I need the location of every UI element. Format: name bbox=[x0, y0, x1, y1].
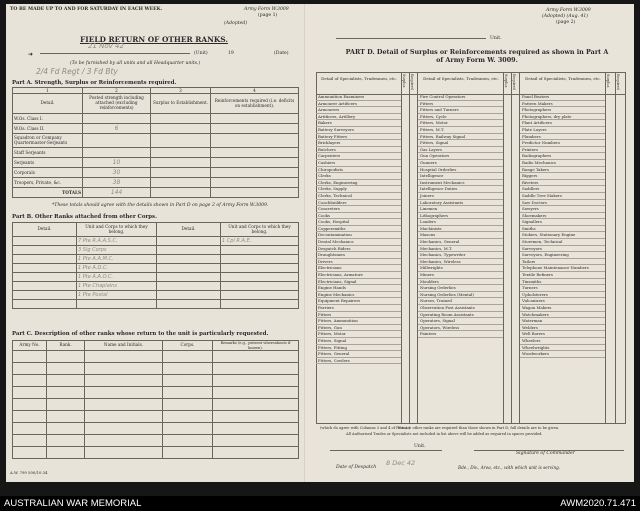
strength-value: 10 bbox=[83, 158, 151, 168]
trade-row: Operating Room Assistants bbox=[418, 312, 503, 319]
trade-row: Electricians, Signal bbox=[316, 279, 401, 286]
trade-row: Decontamination bbox=[316, 232, 401, 239]
trade-row: Saw Doctors bbox=[520, 200, 605, 207]
trade-row: Signallers bbox=[520, 219, 605, 226]
col-header-posted-strength: Posted strength including attached (excluding reinforcements) bbox=[83, 94, 151, 114]
col-header-detail: Detail of Specialists, Tradesmen, etc. bbox=[525, 76, 601, 81]
trade-row: Despatch Riders bbox=[316, 246, 401, 253]
trade-row: Millwrights bbox=[418, 265, 503, 272]
trade-row: Dental Mechanics bbox=[316, 239, 401, 246]
trade-row: Upholsterers bbox=[520, 292, 605, 299]
col-num: 2 bbox=[83, 88, 151, 94]
trade-row: Instrument Mechanics bbox=[418, 180, 503, 187]
form-page-1 bbox=[6, 4, 306, 482]
column-rule bbox=[511, 72, 512, 424]
trade-row: Loaders bbox=[418, 219, 503, 226]
trade-list-3 bbox=[520, 94, 605, 358]
trade-row: Plant Artificers bbox=[520, 120, 605, 127]
trade-row: Battery Fitters bbox=[316, 134, 401, 141]
trade-row: Armourer Artificers bbox=[316, 101, 401, 108]
trade-row: Fitters and Turners bbox=[418, 107, 503, 114]
trade-row: Electricians, Armature bbox=[316, 272, 401, 279]
trade-row: Fitters, Cowlers bbox=[316, 358, 401, 365]
trade-row: Turners bbox=[520, 285, 605, 292]
col-header-name: Name and Initials. bbox=[85, 341, 163, 351]
archive-catalogue-number: AWM2020.71.471 bbox=[560, 498, 636, 509]
form-reference: Army Form W.3009 bbox=[546, 8, 591, 13]
attached-entry: 1 Pte Postal bbox=[77, 291, 157, 300]
trade-row: Drivers bbox=[316, 259, 401, 266]
strength-total: 144 bbox=[83, 188, 151, 198]
trade-row: Nursing Orderlies (Mental) bbox=[418, 292, 503, 299]
column-rule bbox=[409, 72, 410, 424]
trade-row: Vulcanizers bbox=[520, 298, 605, 305]
strength-value: 6 bbox=[83, 124, 151, 134]
part-a-title: Part A. Strength, Surplus or Reinforcements required. bbox=[12, 80, 177, 86]
unit-line bbox=[336, 38, 486, 39]
trade-row: Mechanics, Wireless bbox=[418, 259, 503, 266]
trade-list-2 bbox=[418, 94, 503, 338]
col-header-required: Required bbox=[616, 74, 620, 90]
col-header-unit-corps: Unit and Corps to which they belong. bbox=[77, 223, 157, 237]
attached-entry: 7 Pte R.A.A.S.C. bbox=[77, 237, 157, 246]
trade-row: Clerks, Supply bbox=[316, 186, 401, 193]
trade-row: Photographers, dry plate bbox=[520, 114, 605, 121]
trade-row: Joiners bbox=[418, 193, 503, 200]
trade-row: Machinists bbox=[418, 226, 503, 233]
commander-label: Signature of Commander bbox=[516, 451, 575, 456]
column-rule bbox=[605, 72, 606, 424]
column-rule bbox=[503, 72, 504, 424]
trade-row: Gun Operators bbox=[418, 153, 503, 160]
trade-row: Fitters, Railway Signal bbox=[418, 134, 503, 141]
trade-row: Coppersmiths bbox=[316, 226, 401, 233]
trade-row: Riggers bbox=[520, 173, 605, 180]
trade-row: Painters bbox=[418, 331, 503, 338]
trade-row: Intelligence bbox=[418, 173, 503, 180]
instruction-text: (To be furnished by all units and all Headquarter units.) bbox=[70, 61, 201, 66]
trade-row: Tinsmiths bbox=[520, 279, 605, 286]
row-label: W.Os. Class II. bbox=[13, 124, 83, 134]
trade-row: Lithographers bbox=[418, 213, 503, 220]
trade-row: Wheelers bbox=[520, 338, 605, 345]
trade-row: Concreters bbox=[316, 206, 401, 213]
row-label: Serjeants bbox=[13, 158, 83, 168]
trade-row: Miners bbox=[418, 272, 503, 279]
despatch-date-label: Date of Despatch bbox=[336, 465, 377, 470]
row-label: Squadron or Company Quartermaster-Serjeants bbox=[13, 134, 83, 148]
bottom-note-3: All Authorised Trades or Specialists not included in list above will be added as required in spaces provided. bbox=[346, 432, 543, 436]
trade-row: Fitters, Ammunition bbox=[316, 318, 401, 325]
trade-row: Fitters bbox=[418, 101, 503, 108]
column-rule bbox=[401, 72, 402, 424]
col-header-reinforcements: Reinforcements required (i.e. deficits on establishment). bbox=[211, 94, 299, 114]
trade-row: Fitters bbox=[316, 312, 401, 319]
trade-row: Smiths bbox=[520, 226, 605, 233]
trade-row: Laboratory Assistants bbox=[418, 200, 503, 207]
trade-row: Fitters, Signal bbox=[316, 338, 401, 345]
strength-value: 38 bbox=[83, 178, 151, 188]
trade-row: Cooks, Hospital bbox=[316, 219, 401, 226]
trade-row: Storemen, Technical bbox=[520, 239, 605, 246]
trade-row: Plumbers bbox=[520, 134, 605, 141]
col-header-detail: Detail. bbox=[157, 223, 221, 237]
part-a-note: *These totals should agree with the details shown in Part D on page 2 of Army Form W.3009. bbox=[52, 203, 269, 208]
trade-row: Armourers bbox=[316, 107, 401, 114]
trade-row: Coachbuilders bbox=[316, 200, 401, 207]
trade-row: Linemen bbox=[418, 206, 503, 213]
col-header-surplus: Surplus bbox=[606, 74, 610, 88]
col-num: 1 bbox=[13, 88, 83, 94]
col-header-unit-corps: Unit and Corps to which they belong. bbox=[221, 223, 299, 237]
trade-row: Waterman bbox=[520, 318, 605, 325]
trade-row: Woodworkers bbox=[520, 351, 605, 358]
trade-row: Fitters, Gun bbox=[316, 325, 401, 332]
totals-label: TOTALS bbox=[13, 188, 83, 198]
trade-row: Tailors bbox=[520, 259, 605, 266]
col-header-required: Required bbox=[512, 74, 516, 90]
trade-row: Battery Surveyors bbox=[316, 127, 401, 134]
trade-row: Textile Refiners bbox=[520, 272, 605, 279]
handwritten-date: 21 Nov 42 bbox=[88, 42, 124, 50]
row-label: Corporals bbox=[13, 168, 83, 178]
attached-entry: 1 Cpl R.A.E. bbox=[221, 237, 299, 246]
col-header-detail: Detail of Specialists, Tradesmen, etc. bbox=[423, 76, 499, 81]
unit-line bbox=[40, 53, 190, 54]
trade-row: Sawyers bbox=[520, 206, 605, 213]
trade-row: Intelligence Duties bbox=[418, 186, 503, 193]
trade-row: Nursing Orderlies bbox=[418, 285, 503, 292]
trade-row: Printers bbox=[520, 147, 605, 154]
trade-row: Range Takers bbox=[520, 167, 605, 174]
form-page-number: (page 1) bbox=[258, 13, 278, 18]
col-header-army-no: Army No. bbox=[13, 341, 47, 351]
bottom-note-2: If more other ranks are required than those shown in Part D, full details are to be given. bbox=[398, 426, 560, 430]
print-code: A.W. 799 500/10.34 bbox=[10, 470, 48, 475]
trade-row: Operators, Signal bbox=[418, 318, 503, 325]
col-header-surplus: Surplus bbox=[504, 74, 508, 88]
trade-row: Fitters, Motor bbox=[316, 331, 401, 338]
col-num: 4 bbox=[211, 88, 299, 94]
trade-row: Predictor Numbers bbox=[520, 140, 605, 147]
form-reference: Army Form W.3009 bbox=[244, 7, 289, 12]
part-c-table bbox=[12, 340, 299, 459]
trade-row: Welders bbox=[520, 325, 605, 332]
form-title: FIELD RETURN OF OTHER RANKS. bbox=[80, 35, 228, 44]
trade-row: Fitters, M.T. bbox=[418, 127, 503, 134]
trade-row: Fitters, Cycle bbox=[418, 114, 503, 121]
year-prefix: 19 bbox=[228, 51, 234, 56]
col-header-detail: Detail of Specialists, Tradesmen, etc. bbox=[321, 76, 397, 81]
date-label: (Date) bbox=[274, 51, 289, 56]
part-b-table bbox=[12, 222, 299, 309]
part-d-title: PART D. Detail of Surplus or Reinforcements required as shown in Part A of Army Form W. 3009. bbox=[345, 48, 609, 64]
trade-row: Masons bbox=[418, 232, 503, 239]
attached-entry: 1 Pte A.A.O.C. bbox=[77, 273, 157, 282]
col-header-surplus: Surplus bbox=[402, 74, 406, 88]
trade-row: Well Borers bbox=[520, 331, 605, 338]
col-header-corps: Corps. bbox=[163, 341, 213, 351]
trade-row: Fitters, Signal bbox=[418, 140, 503, 147]
trade-row: Fire Control Operators bbox=[418, 94, 503, 101]
trade-row: Surveyors bbox=[520, 246, 605, 253]
bottom-note-1: (which do agree with Columns 3 and 4 of Part A.) bbox=[320, 426, 411, 430]
trade-row: Artificers, Artillery bbox=[316, 114, 401, 121]
destination-label: Bde., Div., Area, etc., with which unit is serving. bbox=[458, 465, 561, 470]
trade-row: Pattern Makers bbox=[520, 101, 605, 108]
trade-row: Draughtsmen bbox=[316, 252, 401, 259]
trade-row: Radiographers bbox=[520, 153, 605, 160]
col-header-detail: Detail. bbox=[13, 223, 77, 237]
trade-row: Cashiers bbox=[316, 160, 401, 167]
trade-row: Watchmakers bbox=[520, 312, 605, 319]
handwritten-unit: 2/4 Fd Regt / 3 Fd Bty bbox=[36, 67, 118, 76]
trade-row: Saddlers bbox=[520, 186, 605, 193]
top-note: TO BE MADE UP TO AND FOR SATURDAY IN EACH WEEK. bbox=[10, 7, 163, 12]
unit-label: Unit. bbox=[490, 36, 502, 41]
trade-row: Fitters, Fitting bbox=[316, 345, 401, 352]
form-page-2 bbox=[306, 4, 634, 482]
trade-row: Mechanics, Typewriter bbox=[418, 252, 503, 259]
trade-row: Wagon Makers bbox=[520, 305, 605, 312]
trade-row: Hospital Orderlies bbox=[418, 167, 503, 174]
trade-row: Saddle Tree Makers bbox=[520, 193, 605, 200]
trade-row: Telephone Maintenance Numbers bbox=[520, 265, 605, 272]
trade-row: Ammunition Examiners bbox=[316, 94, 401, 101]
trade-row: Clerks, Engineering bbox=[316, 180, 401, 187]
attached-entry: 1 Pte A.D.C. bbox=[77, 264, 157, 273]
trade-row: Gas Layers bbox=[418, 147, 503, 154]
attached-entry: 1 Pte A.A.M.C. bbox=[77, 255, 157, 264]
col-num: 3 bbox=[151, 88, 211, 94]
signature-line bbox=[330, 450, 442, 451]
column-rule bbox=[615, 72, 616, 424]
row-label: W.Os. Class I. bbox=[13, 114, 83, 124]
archive-credit: AUSTRALIAN WAR MEMORIAL bbox=[4, 498, 142, 509]
trade-row: Engine Mechanics bbox=[316, 292, 401, 299]
col-header-required: Required bbox=[410, 74, 414, 90]
row-label: Troopers, Private, &c. bbox=[13, 178, 83, 188]
trade-row: Observation Post Assistants bbox=[418, 305, 503, 312]
trade-row: Mechanics, M.T. bbox=[418, 246, 503, 253]
trade-row: Engine Hands bbox=[316, 285, 401, 292]
trade-row: Bakers bbox=[316, 120, 401, 127]
trade-row: Moulders bbox=[418, 279, 503, 286]
part-a-table bbox=[12, 87, 299, 198]
row-label: Staff Serjeants bbox=[13, 148, 83, 158]
trade-row: Wheelwrights bbox=[520, 345, 605, 352]
trade-row: Gunners bbox=[418, 160, 503, 167]
trade-row: Photographers bbox=[520, 107, 605, 114]
trade-row: Cooks bbox=[316, 213, 401, 220]
trade-row: Panel Beaters bbox=[520, 94, 605, 101]
trade-row: Clerks bbox=[316, 173, 401, 180]
unit-signature-label: Unit. bbox=[414, 444, 426, 449]
trade-row: Fitters, Motor bbox=[418, 120, 503, 127]
trade-list-1 bbox=[316, 94, 401, 364]
attached-entry: 3 Sig Corps bbox=[77, 246, 157, 255]
trade-row: Farriers bbox=[316, 305, 401, 312]
trade-row: Carpenters bbox=[316, 153, 401, 160]
trade-row: Stokers, Stationary Engine bbox=[520, 232, 605, 239]
col-header-remarks: Remarks (e.g., present whereabouts if known). bbox=[213, 341, 299, 351]
archive-footer bbox=[0, 496, 640, 511]
trade-row: Clerks, Technical bbox=[316, 193, 401, 200]
part-b-title: Part B. Other Ranks attached from other Corps. bbox=[12, 214, 157, 220]
trade-row: Riveters bbox=[520, 180, 605, 187]
attached-entry: 1 Pte Chaplains bbox=[77, 282, 157, 291]
trade-row: Radio Mechanics bbox=[520, 160, 605, 167]
col-header-detail: Detail. bbox=[13, 94, 83, 114]
handwritten-despatch-date: 8 Dec 42 bbox=[386, 459, 416, 467]
col-header-rank: Rank. bbox=[47, 341, 85, 351]
adopted-label: (Adopted) (Aug. 41) bbox=[542, 14, 589, 19]
trade-row: Plate Layers bbox=[520, 127, 605, 134]
trade-row: Operators, Wireless bbox=[418, 325, 503, 332]
part-c-title: Part C. Description of other ranks whose return to the unit is particularly requested. bbox=[12, 331, 269, 337]
trade-row: Nurses, Trained bbox=[418, 298, 503, 305]
strength-value: 30 bbox=[83, 168, 151, 178]
trade-row: Electricians bbox=[316, 265, 401, 272]
trade-row: Surveyors, Engineering bbox=[520, 252, 605, 259]
trade-row: Shoemakers bbox=[520, 213, 605, 220]
adopted-label: (Adopted) bbox=[224, 21, 248, 26]
trade-row: Equipment Repairers bbox=[316, 298, 401, 305]
arrow-mark-icon: ➜ bbox=[28, 51, 34, 58]
trade-row: Chiropodists bbox=[316, 167, 401, 174]
trade-row: Butchers bbox=[316, 147, 401, 154]
trade-row: Bricklayers bbox=[316, 140, 401, 147]
form-page-number: (page 2) bbox=[556, 20, 576, 25]
unit-label: (Unit) bbox=[194, 51, 208, 56]
trade-row: Fitters, General bbox=[316, 351, 401, 358]
trade-row: Mechanics, General bbox=[418, 239, 503, 246]
col-header-surplus: Surplus to Establishment. bbox=[151, 94, 211, 114]
